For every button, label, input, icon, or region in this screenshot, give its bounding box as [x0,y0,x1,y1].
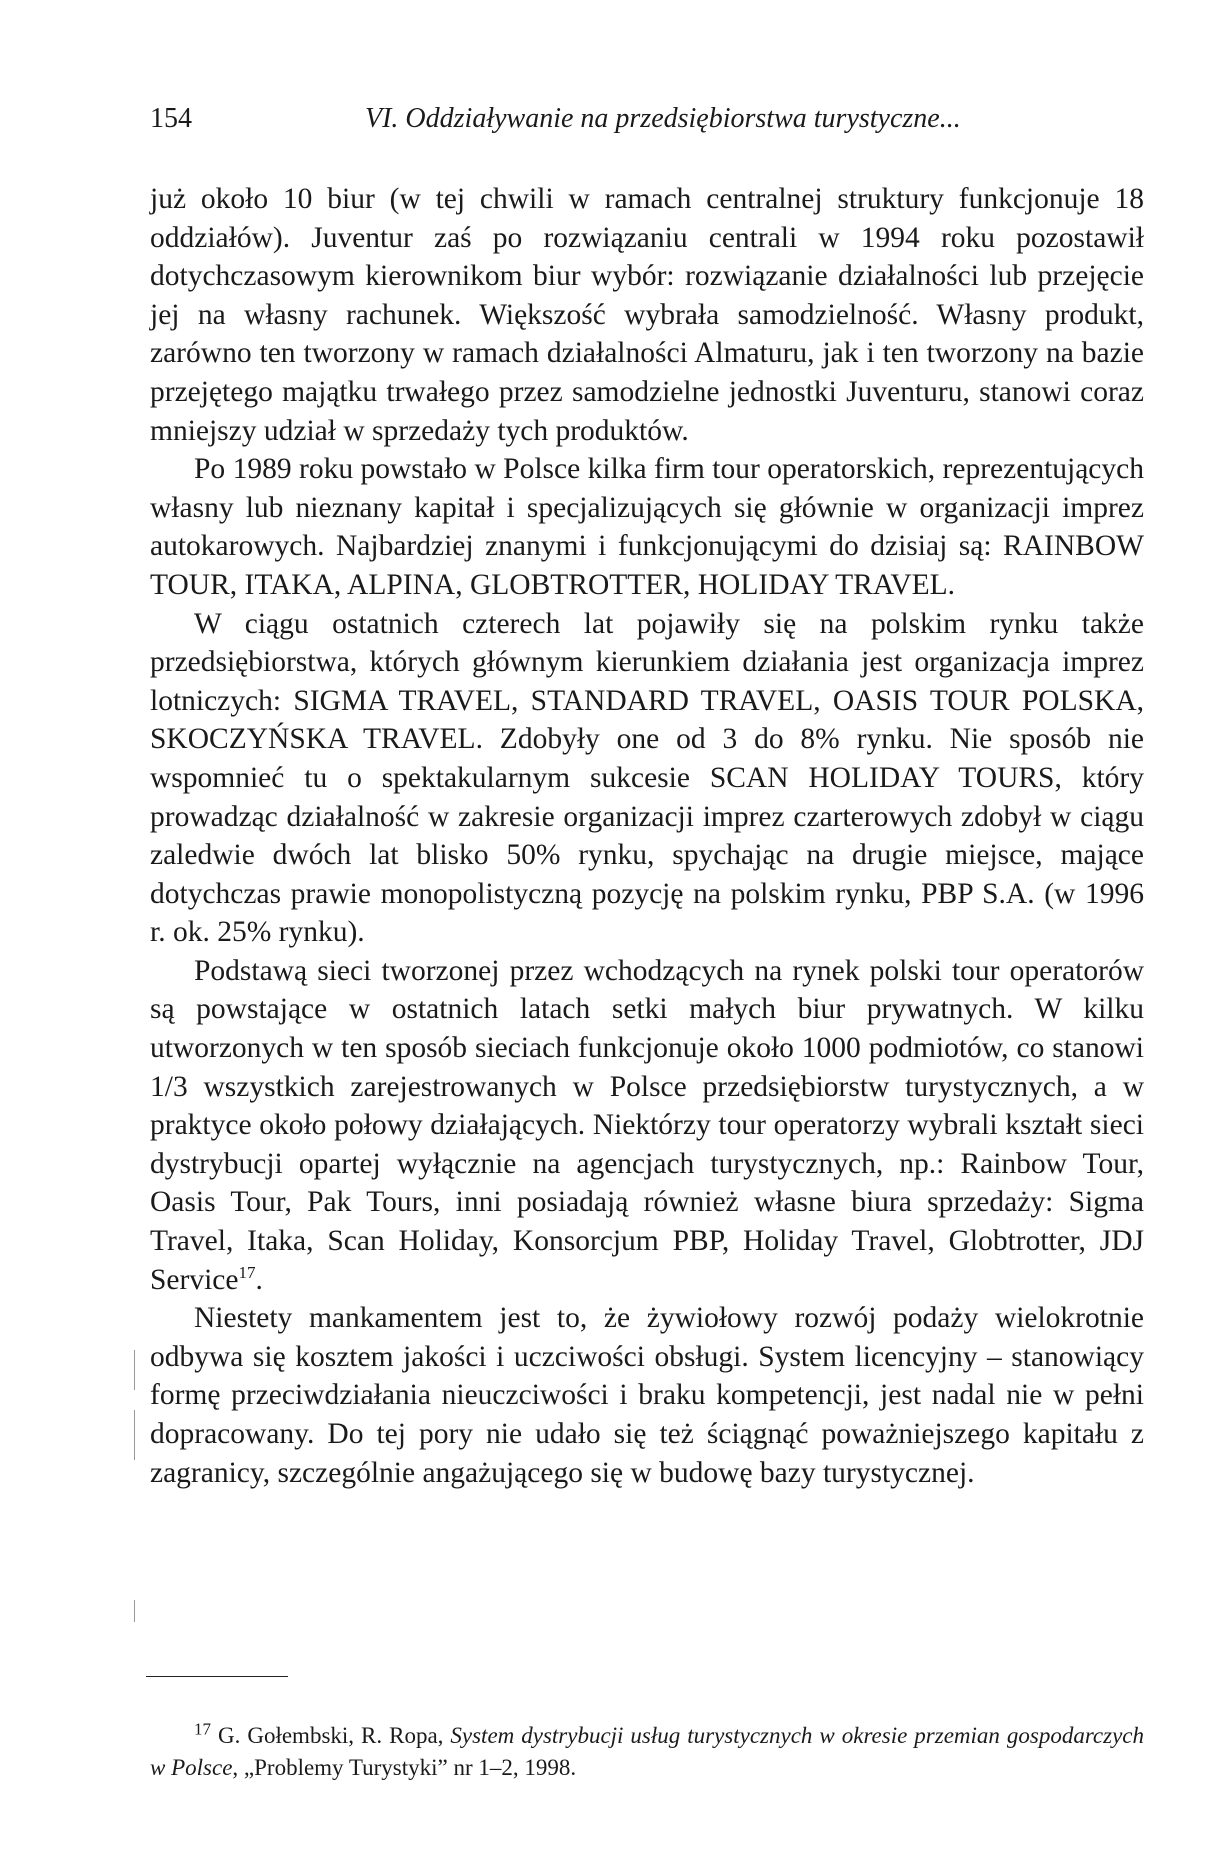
running-header [150,101,1150,137]
footnote-reference[interactable]: 17 [238,1262,256,1282]
footnote-source: , „Problemy Turystyki” nr 1–2, 1998. [232,1755,577,1780]
footnote-authors: G. Gołembski, R. Ropa, [218,1723,451,1748]
running-title: VI. Oddziaływanie na przedsiębiorstwa turystyczne... [365,103,961,134]
paragraph-1: już około 10 biur (w tej chwili w ramach centralnej struktury funkcjonuje 18 oddziałów). Juventur zaś po rozwiązaniu centrali w 1994 roku pozostawił dotychczasowym kierownikom biur wybór: rozwiązanie działalności lub przejęcie jej na własny rachunek. Większość wybrała samodzielność. Własny produkt, zarówno ten tworzony w ramach działalności Almaturu, jak i ten tworzony na bazie przejętego majątku trwałego przez samodzielne jednostki Juventuru, stanowi coraz mniejszy udział w sprzedaży tych produktów. [150,183,1144,447]
paragraph-3: W ciągu ostatnich czterech lat pojawiły się na polskim rynku także przedsiębiorstwa, których głównym kierunkiem działania jest organizacja imprez lotniczych: SIGMA TRAVEL, STANDARD TRAVEL, OASIS TOUR POLSKA, SKOCZYŃSKA TRAVEL. Zdobyły one od 3 do 8% rynku. Nie sposób nie wspomnieć tu o spektakularnym sukcesie SCAN HOLIDAY TOURS, który prowadząc działalność w zakresie organizacji imprez czarterowych zdobył w ciągu zaledwie dwóch lat blisko 50% rynku, spychając na drugie miejsce, mające dotychczas prawie monopolistyczną pozycję na polskim rynku, PBP S.A. (w 1996 r. ok. 25% rynku). [150,607,1144,949]
page-number: 154 [150,103,192,134]
footnote [150,1720,1144,1784]
paragraph-4-text: Podstawą sieci tworzonej przez wchodzących na rynek polski tour operatorów są powstające w ostatnich latach setki małych biur prywatnych. W kilku utworzonych w ten sposób sieciach funkcjonuje około 1000 podmiotów, co stanowi 1/3 wszystkich zarejestrowanych w Polsce przedsiębiorstw turystycznych, a w praktyce około połowy działających. Niektórzy tour operatorzy wybrali kształt sieci dystrybucji opartej wyłącznie na agencjach turystycznych, np.: Rainbow Tour, Oasis Tour, Pak Tours, inni posiadają również własne biura sprzedaży: Sigma Travel, Itaka, Scan Holiday, Konsorcjum PBP, Holiday Travel, Globtrotter, JDJ Service [150,954,1144,1296]
margin-scan-mark [134,1410,135,1460]
paragraph-4-end: . [255,1263,263,1296]
footnote-separator [146,1676,288,1677]
footnote-title: System dystrybucji usług turystycznych w okresie przemian gospodarczych w Polsce [150,1723,1145,1780]
margin-scan-mark [134,1600,135,1622]
footnote-marker: 17 [194,1719,211,1739]
paragraph-5: Niestety mankamentem jest to, że żywiołowy rozwój podaży wielokrotnie odbywa się kosztem jakości i uczciwości obsługi. System licencyjny – stanowiący formę przeciwdziałania nieuczciwości i braku kompetencji, jest nadal nie w pełni dopracowany. Do tej pory nie udało się też ściągnąć poważniejszego kapitału z zagranicy, szczególnie angażującego się w budowę bazy turystycznej. [150,1302,1144,1489]
paragraph-4 [150,952,1144,1299]
margin-scan-mark [134,1350,135,1390]
body-text [150,180,1144,1492]
paragraph-2: Po 1989 roku powstało w Polsce kilka firm tour operatorskich, reprezentujących własny lub nieznany kapitał i specjalizujących się głównie w organizacji imprez autokarowych. Najbardziej znanymi i funkcjonującymi do dzisiaj są: RAINBOW TOUR, ITAKA, ALPINA, GLOBTROTTER, HOLIDAY TRAVEL. [150,453,1144,601]
